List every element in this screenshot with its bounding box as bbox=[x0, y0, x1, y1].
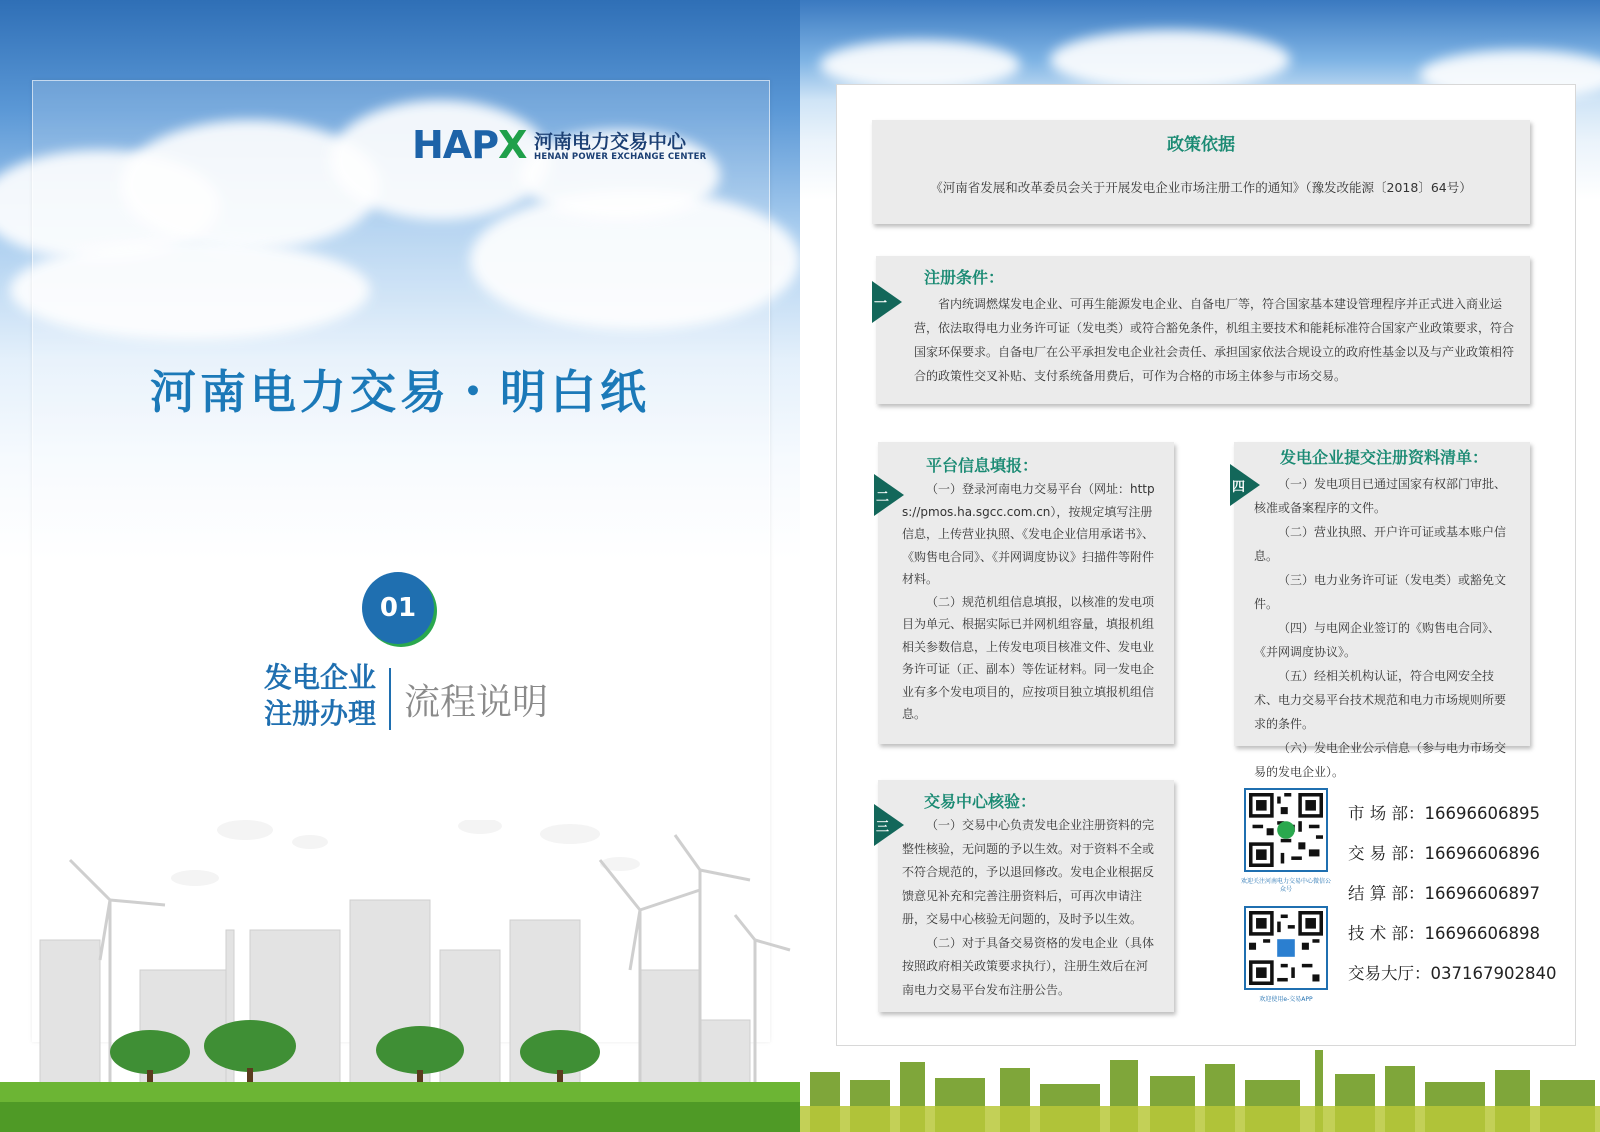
qr-code-icon bbox=[1249, 793, 1323, 867]
logo-mark: HAPX bbox=[412, 123, 527, 167]
verify-title: 交易中心核验： bbox=[924, 792, 1037, 811]
app-qr-code[interactable] bbox=[1244, 906, 1328, 990]
contact-settlement: 结 算 部：16696606897 bbox=[1348, 884, 1540, 903]
section-marker-2-label: 二 bbox=[876, 490, 890, 505]
condition-title: 注册条件： bbox=[924, 268, 1005, 287]
verify-para-2: （二）对于具备交易资格的发电企业（具体按照政府相关政策要求执行），注册生效后在河南电力交易平台发布注册公告。 bbox=[902, 935, 1155, 997]
checklist-item: （三）电力业务许可证（发电类）或豁免文件。 bbox=[1254, 573, 1507, 611]
verify-para-1: （一）交易中心负责发电企业注册资料的完整性核验，无问题的予以生效。对于资料不全或不符合规范的，予以退回修改。发电企业根据反馈意见补充和完善注册资料后，可再次申请注册，交易中心核验无问题的，及时予以生效。 bbox=[902, 818, 1155, 926]
subtitle-main bbox=[246, 660, 376, 732]
checklist-item: （一）发电项目已通过国家有权部门审批、核准或备案程序的文件。 bbox=[1254, 477, 1507, 515]
contact-trading-hall: 交易大厅：037167902840 bbox=[1348, 964, 1557, 983]
contact-trading: 交 易 部：16696606896 bbox=[1348, 844, 1540, 863]
subtitle-divider bbox=[389, 668, 391, 730]
checklist-item: （四）与电网企业签订的《购售电合同》、《并网调度协议》。 bbox=[1254, 621, 1501, 659]
checklist-item: （五）经相关机构认证，符合电网安全技术、电力交易平台技术规范和电力市场规则所要求的条件。 bbox=[1254, 669, 1507, 731]
checklist-item: （二）营业执照、开户许可证或基本账户信息。 bbox=[1254, 525, 1507, 563]
subtitle-line-1: 发电企业 bbox=[263, 661, 376, 694]
number-badge: 01 bbox=[362, 572, 434, 644]
wechat-qr-code[interactable] bbox=[1244, 788, 1328, 872]
registration-condition-box bbox=[876, 256, 1530, 404]
center-verification-box bbox=[878, 780, 1174, 1012]
subtitle-side: 流程说明 bbox=[404, 682, 549, 723]
policy-basis-box bbox=[872, 120, 1530, 224]
checklist-item: （六）发电企业公示信息（参与电力市场交易的发电企业）。 bbox=[1254, 741, 1507, 779]
logo-name-cn: 河南电力交易中心 bbox=[534, 131, 687, 153]
platform-para-2: （二）规范机组信息填报，以核准的发电项目为单元、根据实际已并网机组容量，填报机组相关参数信息，上传发电项目核准文件、发电业务许可证（正、副本）等佐证材料。同一发电企业有多个发电项目的，应按项目独立填报机组信息。 bbox=[902, 594, 1155, 721]
qr-caption-app: 欢迎使用e-交易APP bbox=[1259, 996, 1313, 1003]
checklist-title: 发电企业提交注册资料清单： bbox=[1280, 448, 1489, 467]
platform-para-1: （一）登录河南电力交易平台（网址：https://pmos.ha.sgcc.com.cn），按规定填写注册信息，上传营业执照、《发电企业信用承诺书》、《购售电合同》、《并网调度协议》扫描件等附件材料。 bbox=[902, 482, 1155, 586]
policy-title: 政策依据 bbox=[1167, 135, 1235, 155]
hapx-logo bbox=[412, 125, 712, 165]
platform-title: 平台信息填报： bbox=[926, 456, 1039, 475]
contact-market: 市 场 部：16696606895 bbox=[1348, 804, 1540, 823]
skyline-illustration bbox=[800, 1050, 1600, 1132]
section-marker-4-label: 四 bbox=[1232, 480, 1246, 495]
qr-caption-wechat: 欢迎关注河南电力交易中心微信公众号 bbox=[1241, 878, 1332, 893]
subtitle-line-2: 注册办理 bbox=[263, 697, 376, 730]
qr-code-icon bbox=[1249, 911, 1323, 985]
policy-document: 《河南省发展和改革委员会关于开展发电企业市场注册工作的通知》（豫发改能源〔2018〕64号） bbox=[930, 180, 1472, 195]
section-marker-1-label: 一 bbox=[874, 296, 888, 311]
logo-name-en: HENAN POWER EXCHANGE CENTER bbox=[534, 152, 707, 162]
document-checklist-box bbox=[1234, 442, 1530, 779]
contact-technology: 技 术 部：16696606898 bbox=[1348, 924, 1540, 943]
section-marker-3-label: 三 bbox=[876, 820, 890, 835]
page-title: 河南电力交易・明白纸 bbox=[150, 365, 650, 419]
city-illustration bbox=[0, 820, 800, 1132]
platform-info-box bbox=[878, 442, 1174, 744]
condition-body: 省内统调燃煤发电企业、可再生能源发电企业、自备电厂等，符合国家基本建设管理程序并正式进入商业运营，依法取得电力业务许可证（发电类）或符合豁免条件，机组主要技术和能耗标准符合国家产业政策要求，符合国家环保要求。自备电厂在公平承担发电企业社会责任、承担国家依法合规设立的政府性基金以及与产业政策相符合的政策性交叉补贴、支付系统备用费后，可作为合格的市场主体参与市场交易。 bbox=[914, 297, 1515, 383]
